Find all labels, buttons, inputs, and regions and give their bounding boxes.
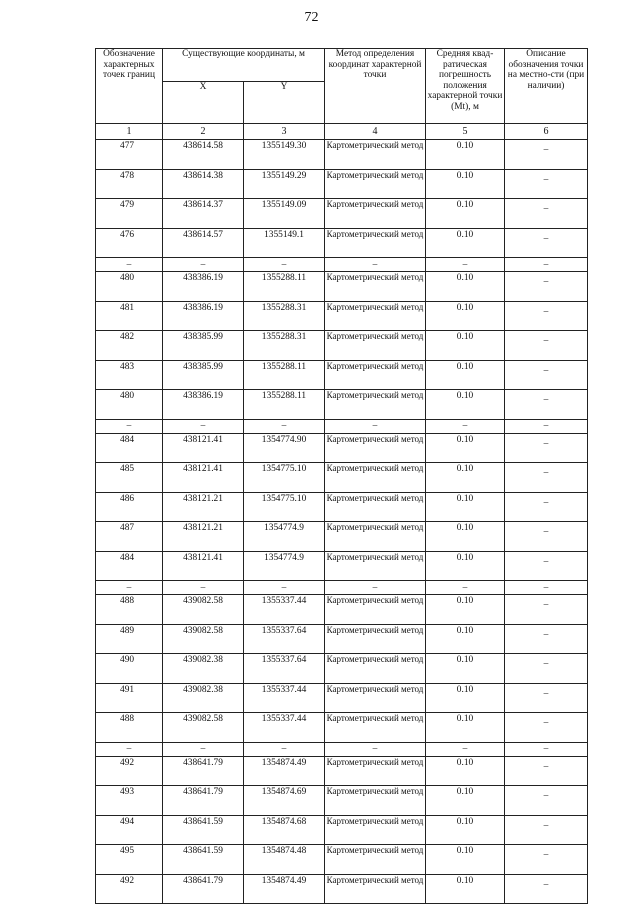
cell-description: –: [505, 419, 588, 433]
cell-x-coordinate: 438614.38: [163, 169, 244, 199]
table-row: [96, 624, 588, 654]
cell-point-id: 492: [96, 756, 163, 786]
cell-point-id: 476: [96, 228, 163, 258]
cell-method: Картометрический метод: [325, 301, 426, 331]
cell-y-coordinate: –: [244, 258, 325, 272]
cell-y-coordinate: 1355337.44: [244, 683, 325, 713]
table-row: [96, 654, 588, 684]
cell-x-coordinate: 439082.58: [163, 595, 244, 625]
cell-point-id: 490: [96, 654, 163, 684]
cell-method: Картометрический метод: [325, 874, 426, 904]
cell-description: –: [505, 301, 588, 331]
cell-y-coordinate: 1354775.10: [244, 492, 325, 522]
cell-description: –: [505, 786, 588, 816]
page-number: 72: [304, 10, 319, 25]
cell-y-coordinate: 1355337.44: [244, 595, 325, 625]
cell-point-id: 491: [96, 683, 163, 713]
cell-method: Картометрический метод: [325, 551, 426, 581]
cell-description: –: [505, 522, 588, 552]
column-number: 3: [244, 124, 325, 140]
table-row: [96, 360, 588, 390]
cell-y-coordinate: 1355149.29: [244, 169, 325, 199]
cell-method: Картометрический метод: [325, 433, 426, 463]
cell-method: –: [325, 742, 426, 756]
cell-y-coordinate: 1355337.44: [244, 713, 325, 743]
cell-description: –: [505, 228, 588, 258]
cell-point-id: 489: [96, 624, 163, 654]
cell-y-coordinate: 1354774.9: [244, 522, 325, 552]
column-number-row: [96, 124, 588, 140]
cell-x-coordinate: 438386.19: [163, 390, 244, 420]
cell-method: Картометрический метод: [325, 845, 426, 875]
header-y: Y: [244, 82, 325, 124]
cell-method: Картометрический метод: [325, 331, 426, 361]
cell-description: –: [505, 433, 588, 463]
cell-point-id: 479: [96, 199, 163, 229]
separator-row: [96, 419, 588, 433]
cell-mean-square-error: 0.10: [426, 228, 505, 258]
cell-mean-square-error: 0.10: [426, 360, 505, 390]
table-body: [96, 140, 588, 904]
boundary-points-table: [95, 48, 588, 904]
cell-x-coordinate: 438121.41: [163, 433, 244, 463]
cell-y-coordinate: 1354874.48: [244, 845, 325, 875]
separator-row: [96, 742, 588, 756]
column-number: 2: [163, 124, 244, 140]
table-row: [96, 492, 588, 522]
cell-method: Картометрический метод: [325, 786, 426, 816]
cell-x-coordinate: 438641.79: [163, 874, 244, 904]
table-row: [96, 845, 588, 875]
cell-method: Картометрический метод: [325, 390, 426, 420]
cell-y-coordinate: 1355288.31: [244, 331, 325, 361]
cell-description: –: [505, 654, 588, 684]
column-number: 4: [325, 124, 426, 140]
cell-y-coordinate: 1354874.49: [244, 756, 325, 786]
cell-method: Картометрический метод: [325, 683, 426, 713]
cell-point-id: –: [96, 742, 163, 756]
cell-y-coordinate: 1355337.64: [244, 654, 325, 684]
column-number: 5: [426, 124, 505, 140]
table-row: [96, 595, 588, 625]
table-row: [96, 331, 588, 361]
table-row: [96, 140, 588, 170]
cell-mean-square-error: –: [426, 258, 505, 272]
column-number: 1: [96, 124, 163, 140]
table-row: [96, 169, 588, 199]
cell-point-id: 483: [96, 360, 163, 390]
cell-method: Картометрический метод: [325, 272, 426, 302]
cell-point-id: –: [96, 419, 163, 433]
cell-point-id: 478: [96, 169, 163, 199]
cell-x-coordinate: 438121.41: [163, 463, 244, 493]
cell-x-coordinate: 438386.19: [163, 301, 244, 331]
cell-point-id: 484: [96, 551, 163, 581]
table-row: [96, 390, 588, 420]
cell-y-coordinate: 1354874.49: [244, 874, 325, 904]
cell-point-id: 480: [96, 272, 163, 302]
cell-x-coordinate: 438121.21: [163, 522, 244, 552]
cell-x-coordinate: –: [163, 581, 244, 595]
cell-y-coordinate: 1355149.30: [244, 140, 325, 170]
cell-point-id: 486: [96, 492, 163, 522]
cell-description: –: [505, 581, 588, 595]
cell-description: –: [505, 169, 588, 199]
cell-mean-square-error: 0.10: [426, 845, 505, 875]
cell-method: Картометрический метод: [325, 228, 426, 258]
cell-description: –: [505, 463, 588, 493]
table-row: [96, 551, 588, 581]
header-x: X: [163, 82, 244, 124]
cell-x-coordinate: 438385.99: [163, 360, 244, 390]
cell-method: Картометрический метод: [325, 140, 426, 170]
separator-row: [96, 581, 588, 595]
cell-x-coordinate: 438386.19: [163, 272, 244, 302]
cell-mean-square-error: 0.10: [426, 522, 505, 552]
cell-mean-square-error: 0.10: [426, 301, 505, 331]
cell-x-coordinate: 439082.38: [163, 654, 244, 684]
cell-method: –: [325, 258, 426, 272]
separator-row: [96, 258, 588, 272]
cell-description: –: [505, 140, 588, 170]
cell-y-coordinate: 1354774.90: [244, 433, 325, 463]
cell-mean-square-error: 0.10: [426, 169, 505, 199]
cell-method: –: [325, 581, 426, 595]
cell-description: –: [505, 272, 588, 302]
cell-y-coordinate: 1354774.9: [244, 551, 325, 581]
cell-mean-square-error: –: [426, 581, 505, 595]
header-method: Метод определения координат характерной точки: [325, 49, 426, 124]
cell-y-coordinate: –: [244, 581, 325, 595]
cell-x-coordinate: –: [163, 419, 244, 433]
cell-mean-square-error: 0.10: [426, 463, 505, 493]
cell-method: Картометрический метод: [325, 815, 426, 845]
cell-method: Картометрический метод: [325, 713, 426, 743]
cell-mean-square-error: 0.10: [426, 140, 505, 170]
table-row: [96, 815, 588, 845]
cell-description: –: [505, 815, 588, 845]
cell-point-id: 485: [96, 463, 163, 493]
cell-description: –: [505, 360, 588, 390]
cell-x-coordinate: 438614.37: [163, 199, 244, 229]
cell-mean-square-error: 0.10: [426, 624, 505, 654]
cell-point-id: 494: [96, 815, 163, 845]
cell-method: Картометрический метод: [325, 199, 426, 229]
table-row: [96, 786, 588, 816]
cell-point-id: 477: [96, 140, 163, 170]
cell-mean-square-error: 0.10: [426, 390, 505, 420]
cell-point-id: 481: [96, 301, 163, 331]
cell-x-coordinate: 438614.57: [163, 228, 244, 258]
cell-point-id: –: [96, 258, 163, 272]
table-row: [96, 713, 588, 743]
cell-mean-square-error: 0.10: [426, 433, 505, 463]
cell-method: Картометрический метод: [325, 463, 426, 493]
cell-y-coordinate: 1355149.1: [244, 228, 325, 258]
cell-description: –: [505, 331, 588, 361]
cell-description: –: [505, 258, 588, 272]
cell-mean-square-error: 0.10: [426, 654, 505, 684]
cell-method: Картометрический метод: [325, 522, 426, 552]
cell-mean-square-error: 0.10: [426, 492, 505, 522]
column-number: 6: [505, 124, 588, 140]
cell-point-id: 480: [96, 390, 163, 420]
cell-point-id: –: [96, 581, 163, 595]
cell-mean-square-error: 0.10: [426, 683, 505, 713]
cell-x-coordinate: 438641.79: [163, 786, 244, 816]
table-row: [96, 522, 588, 552]
cell-mean-square-error: 0.10: [426, 713, 505, 743]
cell-x-coordinate: –: [163, 258, 244, 272]
cell-method: Картометрический метод: [325, 169, 426, 199]
cell-x-coordinate: 438641.79: [163, 756, 244, 786]
cell-y-coordinate: –: [244, 419, 325, 433]
cell-x-coordinate: 439082.58: [163, 713, 244, 743]
cell-method: Картометрический метод: [325, 624, 426, 654]
cell-description: –: [505, 742, 588, 756]
cell-description: –: [505, 624, 588, 654]
cell-y-coordinate: 1355288.11: [244, 390, 325, 420]
cell-y-coordinate: 1354874.68: [244, 815, 325, 845]
cell-description: –: [505, 713, 588, 743]
cell-x-coordinate: 438641.59: [163, 845, 244, 875]
cell-y-coordinate: –: [244, 742, 325, 756]
cell-point-id: 484: [96, 433, 163, 463]
table-row: [96, 874, 588, 904]
cell-description: –: [505, 199, 588, 229]
cell-mean-square-error: 0.10: [426, 595, 505, 625]
cell-y-coordinate: 1355337.64: [244, 624, 325, 654]
cell-mean-square-error: –: [426, 742, 505, 756]
cell-y-coordinate: 1355288.11: [244, 360, 325, 390]
cell-method: –: [325, 419, 426, 433]
cell-point-id: 493: [96, 786, 163, 816]
cell-description: –: [505, 756, 588, 786]
cell-y-coordinate: 1355288.31: [244, 301, 325, 331]
cell-method: Картометрический метод: [325, 492, 426, 522]
table-row: [96, 756, 588, 786]
cell-x-coordinate: 439082.58: [163, 624, 244, 654]
cell-x-coordinate: 438641.59: [163, 815, 244, 845]
header-existing-coordinates: Существующие координаты, м: [163, 49, 325, 82]
cell-mean-square-error: 0.10: [426, 331, 505, 361]
header-point-description: Описание обозначения точки на местно-сти (при наличии): [505, 49, 588, 124]
cell-mean-square-error: 0.10: [426, 756, 505, 786]
table-row: [96, 199, 588, 229]
cell-x-coordinate: 438614.58: [163, 140, 244, 170]
cell-description: –: [505, 390, 588, 420]
cell-point-id: 482: [96, 331, 163, 361]
table-row: [96, 463, 588, 493]
cell-point-id: 488: [96, 595, 163, 625]
cell-method: Картометрический метод: [325, 595, 426, 625]
cell-x-coordinate: 438121.41: [163, 551, 244, 581]
cell-x-coordinate: –: [163, 742, 244, 756]
cell-mean-square-error: 0.10: [426, 815, 505, 845]
cell-method: Картометрический метод: [325, 654, 426, 684]
cell-description: –: [505, 683, 588, 713]
cell-x-coordinate: 438121.21: [163, 492, 244, 522]
cell-x-coordinate: 438385.99: [163, 331, 244, 361]
cell-point-id: 488: [96, 713, 163, 743]
cell-y-coordinate: 1354775.10: [244, 463, 325, 493]
cell-method: Картометрический метод: [325, 756, 426, 786]
cell-x-coordinate: 439082.38: [163, 683, 244, 713]
table-row: [96, 433, 588, 463]
cell-mean-square-error: 0.10: [426, 786, 505, 816]
header-point-designation: Обозначение характерных точек границ: [96, 49, 163, 124]
cell-y-coordinate: 1354874.69: [244, 786, 325, 816]
cell-description: –: [505, 874, 588, 904]
cell-description: –: [505, 551, 588, 581]
cell-mean-square-error: –: [426, 419, 505, 433]
cell-point-id: 487: [96, 522, 163, 552]
cell-description: –: [505, 595, 588, 625]
table-row: [96, 683, 588, 713]
table-row: [96, 228, 588, 258]
table-row: [96, 272, 588, 302]
cell-description: –: [505, 492, 588, 522]
cell-mean-square-error: 0.10: [426, 874, 505, 904]
cell-y-coordinate: 1355149.09: [244, 199, 325, 229]
table-row: [96, 301, 588, 331]
cell-mean-square-error: 0.10: [426, 199, 505, 229]
cell-point-id: 492: [96, 874, 163, 904]
header-mean-square-error: Средняя квад-ратическая погрешность положения характерной точки (Mt), м: [426, 49, 505, 124]
cell-method: Картометрический метод: [325, 360, 426, 390]
cell-mean-square-error: 0.10: [426, 272, 505, 302]
cell-mean-square-error: 0.10: [426, 551, 505, 581]
cell-description: –: [505, 845, 588, 875]
cell-y-coordinate: 1355288.11: [244, 272, 325, 302]
cell-point-id: 495: [96, 845, 163, 875]
